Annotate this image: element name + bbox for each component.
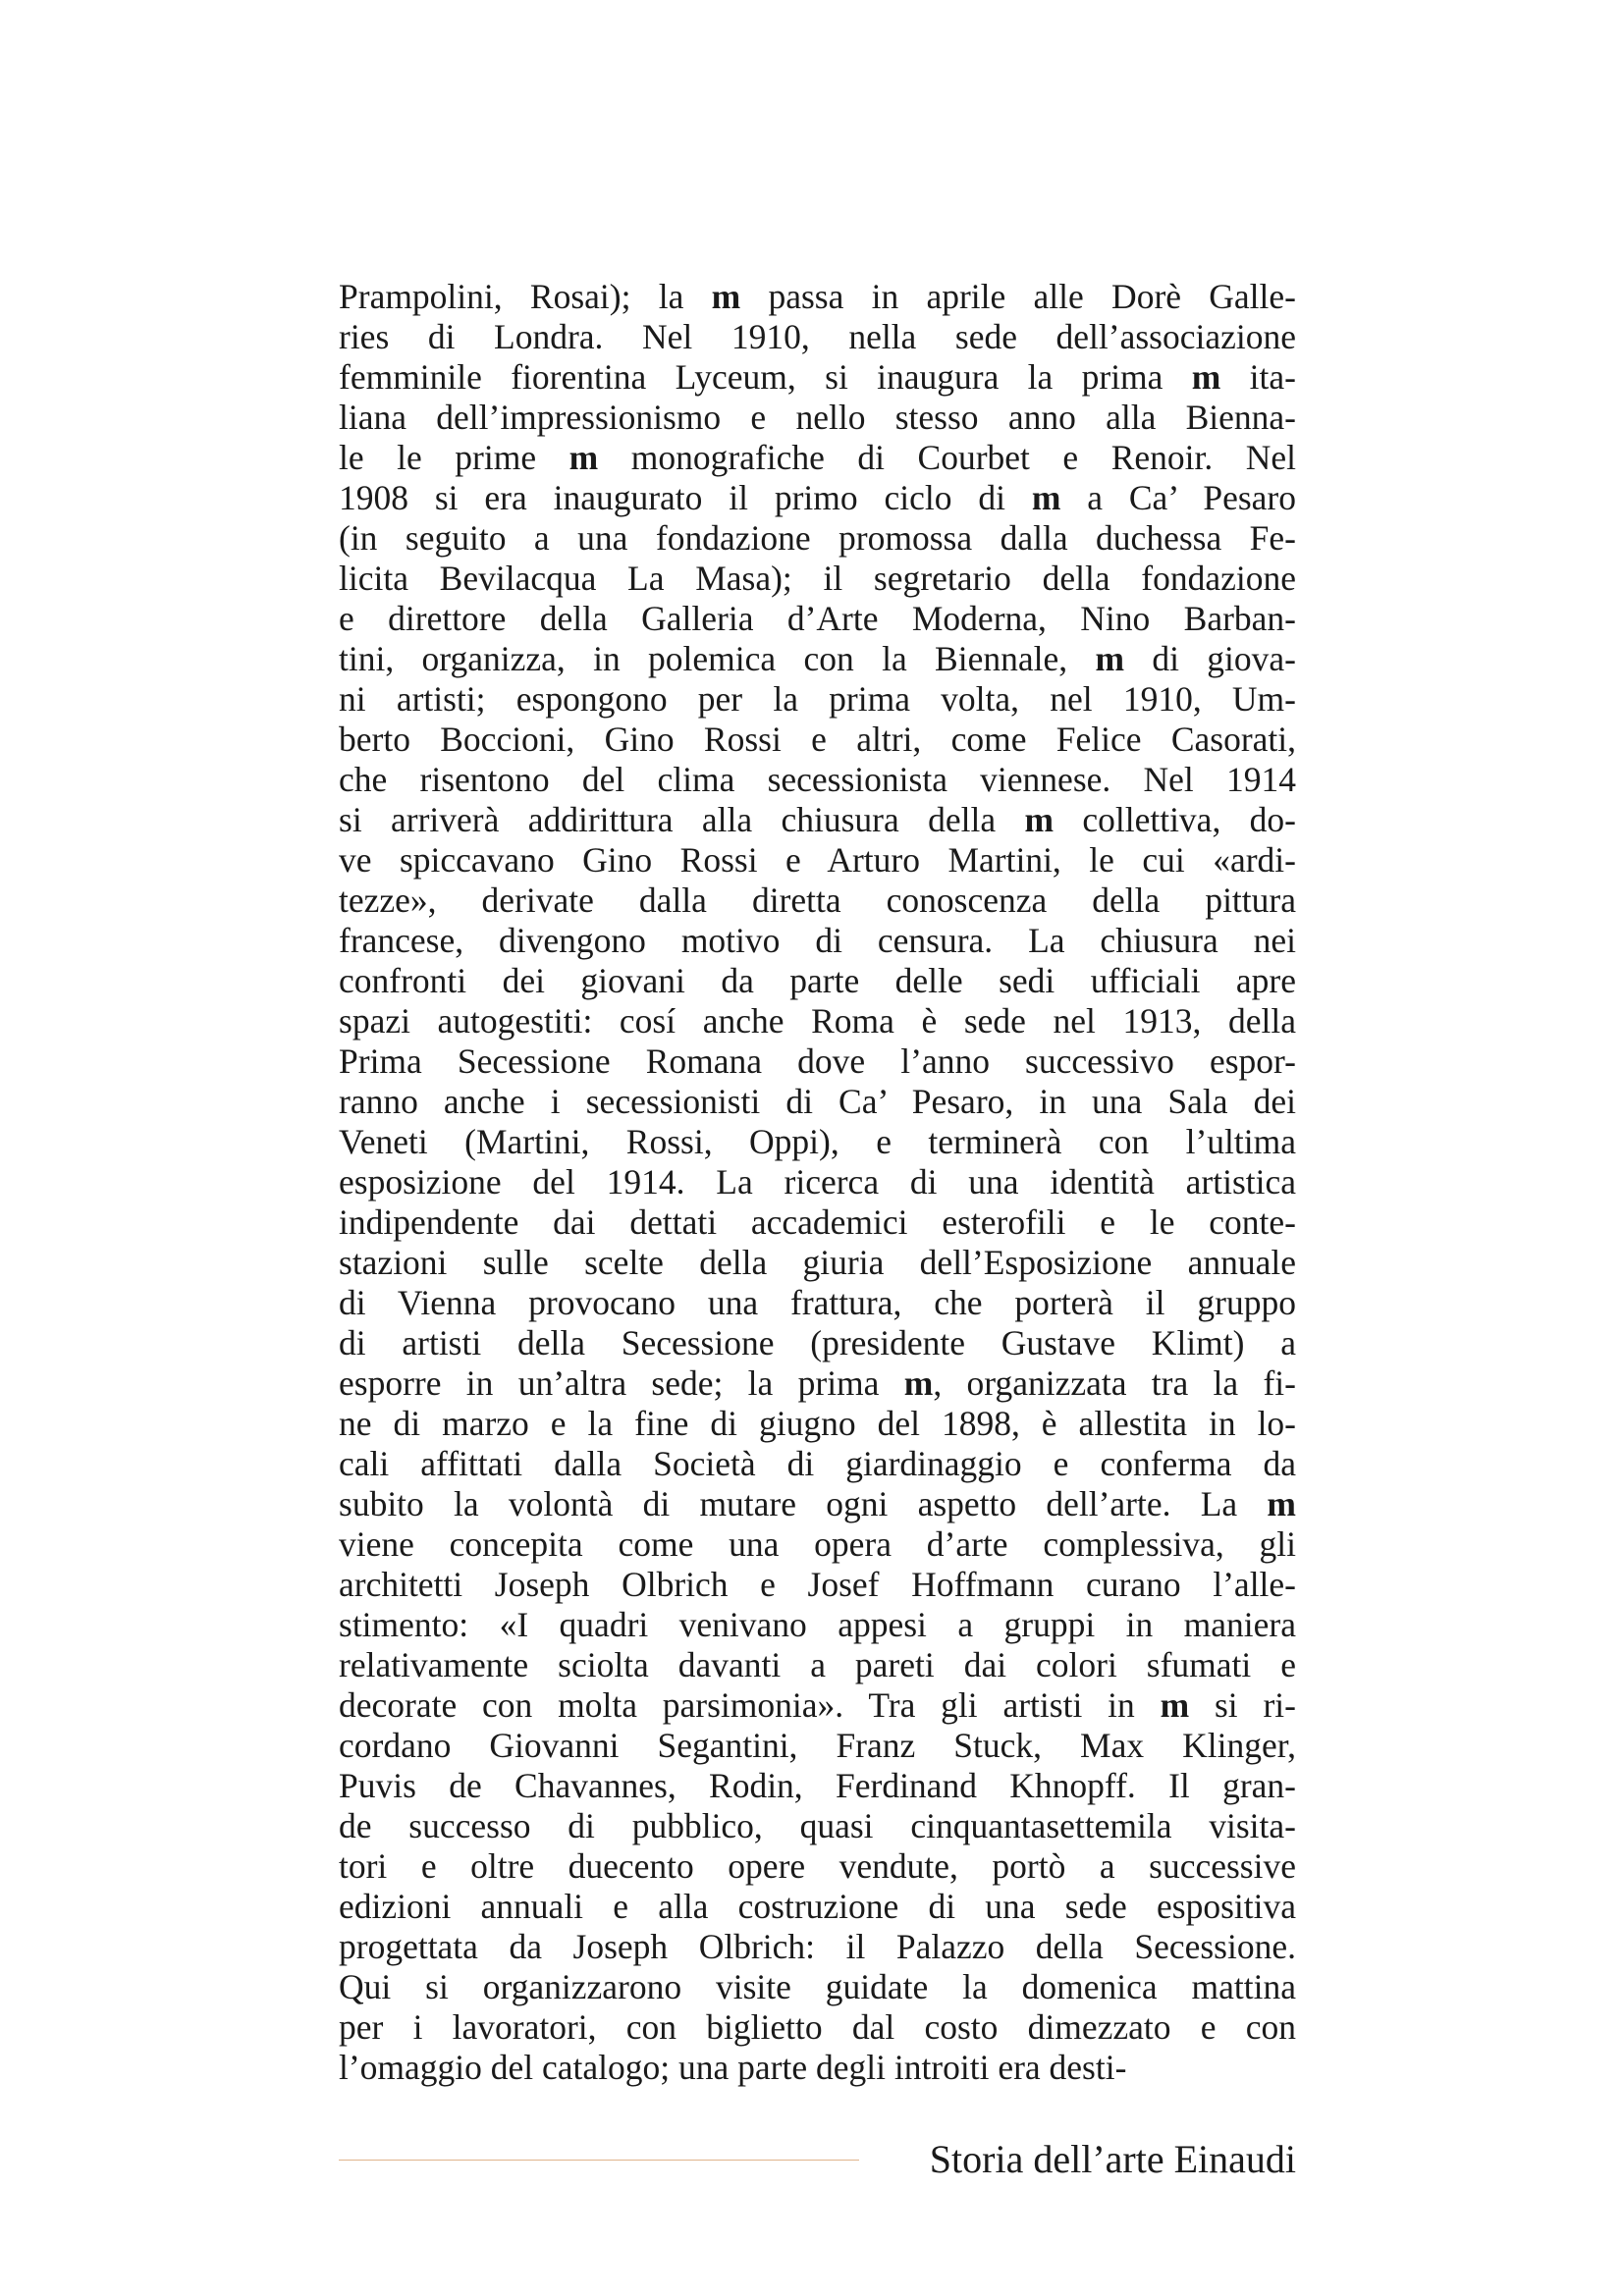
- footer-rule: [339, 2160, 859, 2161]
- text-line: de successo di pubblico, quasi cinquantasettemila visita-: [339, 1806, 1296, 1845]
- text-line: berto Boccioni, Gino Rossi e altri, come Felice Casorati,: [339, 720, 1296, 759]
- text-line: Veneti (Martini, Rossi, Oppi), e terminerà con l’ultima: [339, 1122, 1296, 1161]
- footer-title: Storia dell’arte Einaudi: [929, 2137, 1296, 2181]
- bold-term: m: [1095, 639, 1125, 678]
- text-line: architetti Joseph Olbrich e Josef Hoffmann curano l’alle-: [339, 1565, 1296, 1604]
- bold-term: m: [1160, 1685, 1190, 1725]
- text-line: liana dell’impressionismo e nello stesso anno alla Bienna-: [339, 398, 1296, 437]
- bold-term: m: [1031, 478, 1061, 517]
- text-line: esporre in un’altra sede; la prima m, organizzata tra la fi-: [339, 1363, 1296, 1403]
- text-line: (in seguito a una fondazione promossa dalla duchessa Fe-: [339, 518, 1296, 558]
- text-line: cordano Giovanni Segantini, Franz Stuck, Max Klinger,: [339, 1726, 1296, 1765]
- text-line: Puvis de Chavannes, Rodin, Ferdinand Khnopff. Il gran-: [339, 1766, 1296, 1805]
- body-text: [339, 277, 1296, 2088]
- text-line: di Vienna provocano una frattura, che porterà il gruppo: [339, 1283, 1296, 1322]
- bold-term: m: [1024, 800, 1055, 839]
- text-line: tini, organizza, in polemica con la Biennale, m di giova-: [339, 639, 1296, 678]
- bold-term: m: [711, 277, 741, 316]
- text-line: esposizione del 1914. La ricerca di una identità artistica: [339, 1162, 1296, 1201]
- text-line: spazi autogestiti: cosí anche Roma è sede nel 1913, della: [339, 1001, 1296, 1041]
- text-line: si arriverà addirittura alla chiusura della m collettiva, do-: [339, 800, 1296, 839]
- text-line: e direttore della Galleria d’Arte Moderna, Nino Barban-: [339, 599, 1296, 638]
- text-line: di artisti della Secessione (presidente Gustave Klimt) a: [339, 1323, 1296, 1362]
- bold-term: m: [1267, 1484, 1296, 1523]
- text-line: decorate con molta parsimonia». Tra gli artisti in m si ri-: [339, 1685, 1296, 1725]
- bold-term: m: [1191, 357, 1221, 397]
- text-line: Qui si organizzarono visite guidate la domenica mattina: [339, 1967, 1296, 2006]
- text-line: viene concepita come una opera d’arte complessiva, gli: [339, 1524, 1296, 1564]
- text-line: per i lavoratori, con biglietto dal costo dimezzato e con: [339, 2007, 1296, 2047]
- text-line: le le prime m monografiche di Courbet e Renoir. Nel: [339, 438, 1296, 477]
- text-line: licita Bevilacqua La Masa); il segretario della fondazione: [339, 559, 1296, 598]
- text-line: francese, divengono motivo di censura. La chiusura nei: [339, 921, 1296, 960]
- text-line: Prima Secessione Romana dove l’anno successivo espor-: [339, 1041, 1296, 1081]
- text-line: femminile fiorentina Lyceum, si inaugura la prima m ita-: [339, 357, 1296, 397]
- text-line: relativamente sciolta davanti a pareti dai colori sfumati e: [339, 1645, 1296, 1684]
- text-line: tori e oltre duecento opere vendute, portò a successive: [339, 1846, 1296, 1886]
- bold-term: m: [903, 1363, 934, 1403]
- page-footer: [339, 2130, 1296, 2189]
- text-line: confronti dei giovani da parte delle sedi ufficiali apre: [339, 961, 1296, 1000]
- text-line: stimento: «I quadri venivano appesi a gruppi in maniera: [339, 1605, 1296, 1644]
- text-line: che risentono del clima secessionista viennese. Nel 1914: [339, 760, 1296, 799]
- text-line: Prampolini, Rosai); la m passa in aprile alle Dorè Galle-: [339, 277, 1296, 316]
- text-line: ne di marzo e la fine di giugno del 1898, è allestita in lo-: [339, 1404, 1296, 1443]
- text-line: ranno anche i secessionisti di Ca’ Pesaro, in una Sala dei: [339, 1082, 1296, 1121]
- text-line: stazioni sulle scelte della giuria dell’Esposizione annuale: [339, 1243, 1296, 1282]
- text-line: l’omaggio del catalogo; una parte degli introiti era desti-: [339, 2048, 1127, 2087]
- bold-term: m: [568, 438, 599, 477]
- text-line: subito la volontà di mutare ogni aspetto dell’arte. La m: [339, 1484, 1296, 1523]
- text-line: progettata da Joseph Olbrich: il Palazzo della Secessione.: [339, 1927, 1296, 1966]
- text-line: ries di Londra. Nel 1910, nella sede dell’associazione: [339, 317, 1296, 356]
- text-line: ni artisti; espongono per la prima volta, nel 1910, Um-: [339, 679, 1296, 719]
- text-line: 1908 si era inaugurato il primo ciclo di m a Ca’ Pesaro: [339, 478, 1296, 517]
- text-line: indipendente dai dettati accademici esterofili e le conte-: [339, 1202, 1296, 1242]
- text-line: edizioni annuali e alla costruzione di una sede espositiva: [339, 1887, 1296, 1926]
- text-line: tezze», derivate dalla diretta conoscenza della pittura: [339, 881, 1296, 920]
- text-line: cali affittati dalla Società di giardinaggio e conferma da: [339, 1444, 1296, 1483]
- text-line: ve spiccavano Gino Rossi e Arturo Martini, le cui «ardi-: [339, 840, 1296, 880]
